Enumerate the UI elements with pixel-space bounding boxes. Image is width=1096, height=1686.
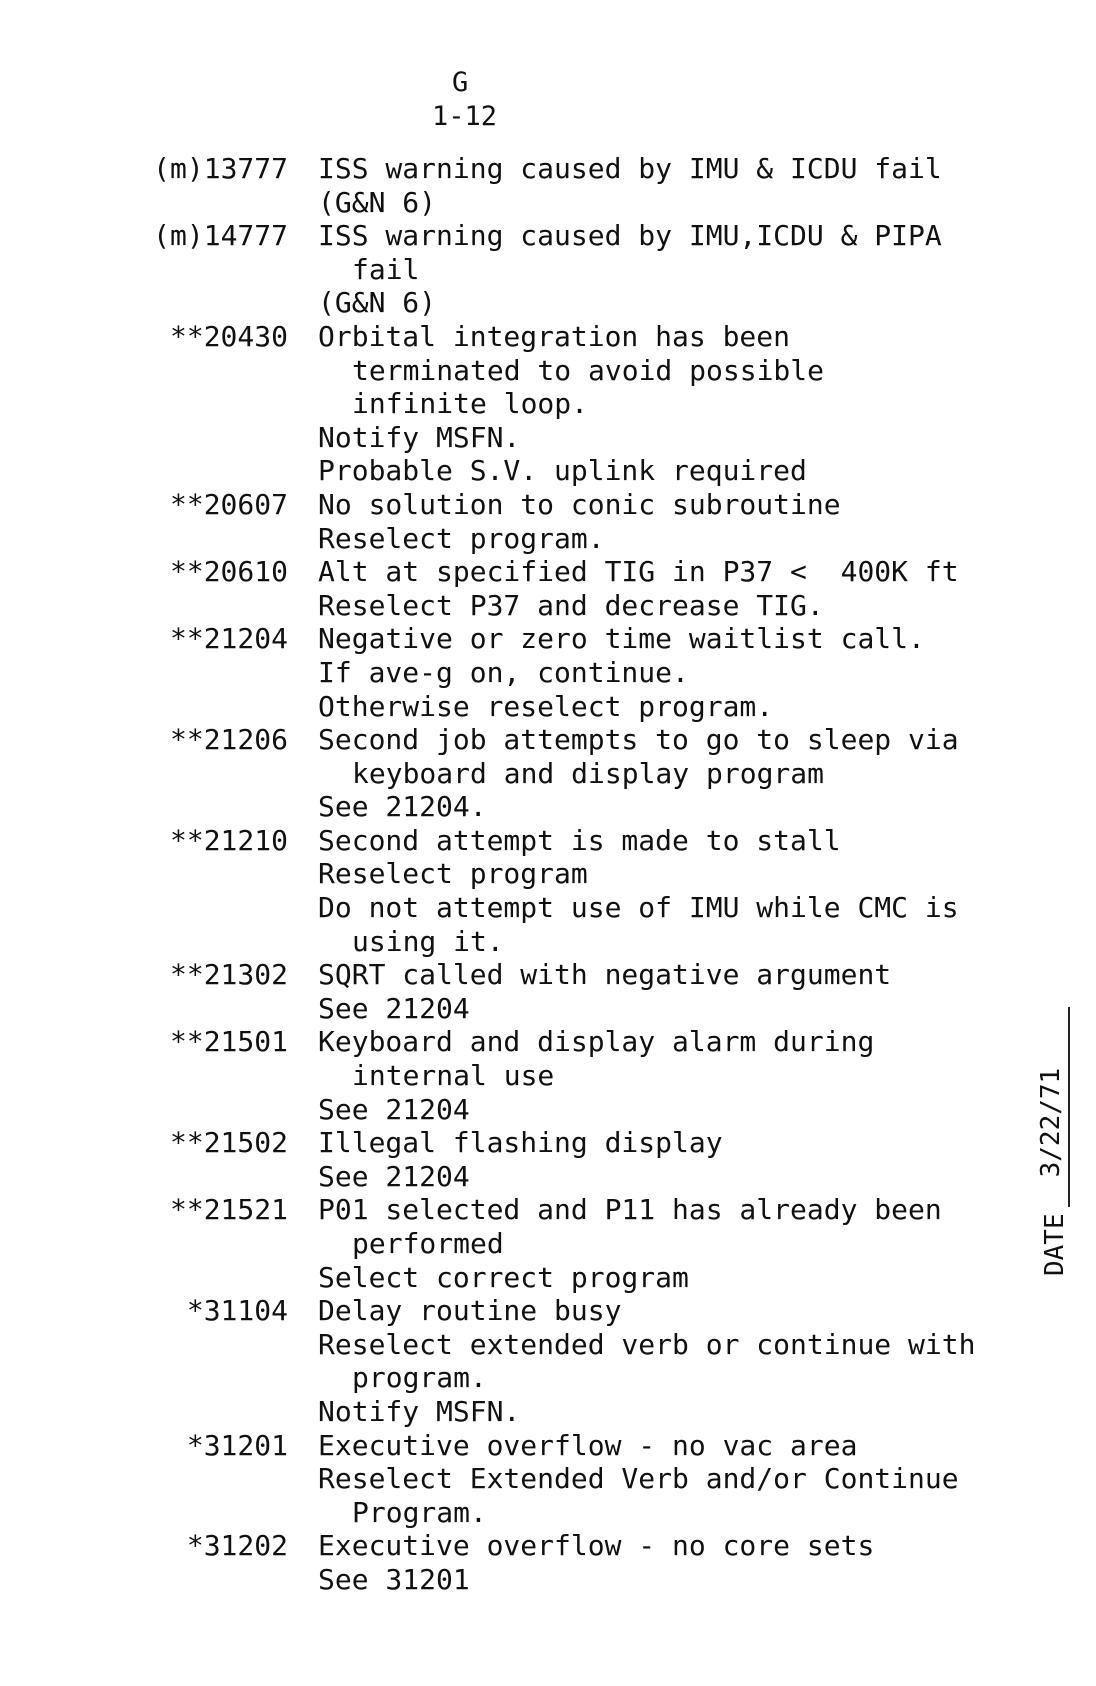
description-line: ISS warning caused by IMU,ICDU & PIPA <box>318 219 942 253</box>
description-line: Negative or zero time waitlist call. <box>318 622 925 656</box>
description-line: terminated to avoid possible <box>352 353 825 387</box>
alarm-description <box>288 1529 1000 1596</box>
alarm-code: **21210 <box>169 823 288 857</box>
description-line: Otherwise reselect program. <box>318 689 774 723</box>
description-line: See 21204. <box>318 790 487 824</box>
alarm-entry <box>0 488 1000 555</box>
description-line: keyboard and display program <box>352 756 825 790</box>
alarm-description <box>288 488 1000 555</box>
alarm-description <box>288 723 1000 824</box>
description-line: infinite loop. <box>352 387 589 421</box>
alarm-code: **20610 <box>169 555 288 589</box>
alarm-code: **20430 <box>169 319 288 353</box>
description-line: Reselect program. <box>318 521 605 555</box>
alarm-code-list <box>0 152 1000 1597</box>
alarm-code: **21502 <box>169 1126 288 1160</box>
description-line: No solution to conic subroutine <box>318 487 841 521</box>
alarm-description <box>288 1025 1000 1126</box>
description-line: Second job attempts to go to sleep via <box>318 723 959 757</box>
description-line: Select correct program <box>318 1260 689 1294</box>
alarm-entry <box>0 1429 1000 1530</box>
alarm-entry <box>0 555 1000 622</box>
alarm-entry <box>0 1126 1000 1193</box>
section-letter: G <box>452 67 469 98</box>
alarm-entry <box>0 958 1000 1025</box>
alarm-entry <box>0 152 1000 219</box>
date-rule <box>1036 1007 1070 1207</box>
description-line: Illegal flashing display <box>318 1126 723 1160</box>
date-label: DATE <box>1040 1213 1070 1276</box>
alarm-description <box>288 320 1000 488</box>
alarm-description <box>288 824 1000 958</box>
description-line: P01 selected and P11 has already been <box>318 1193 942 1227</box>
description-line: ISS warning caused by IMU & ICDU fail <box>318 152 942 185</box>
alarm-code: **21206 <box>169 723 288 757</box>
description-line: Program. <box>352 1495 487 1529</box>
alarm-code: **21302 <box>169 958 288 992</box>
description-line: fail <box>352 252 420 286</box>
alarm-code: **21204 <box>169 622 288 656</box>
description-line: performed <box>352 1227 504 1260</box>
description-line: Do not attempt use of IMU while CMC is <box>318 891 959 925</box>
description-line: See 21204 <box>318 1159 470 1193</box>
description-line: Reselect extended verb or continue with <box>318 1327 976 1361</box>
alarm-description <box>288 219 1000 320</box>
description-line: Notify MSFN. <box>318 420 521 454</box>
date-stamp <box>1036 1007 1070 1276</box>
page-number: 1-12 <box>432 101 498 132</box>
description-line: Second attempt is made to stall <box>318 823 841 857</box>
alarm-entry <box>0 219 1000 320</box>
alarm-code: **20607 <box>169 487 288 521</box>
alarm-code: (m)14777 <box>153 219 288 253</box>
alarm-description <box>288 555 1000 622</box>
alarm-code: (m)13777 <box>153 152 288 185</box>
alarm-description <box>288 1294 1000 1428</box>
description-line: Orbital integration has been <box>318 319 791 353</box>
alarm-description <box>288 958 1000 1025</box>
alarm-description <box>288 622 1000 723</box>
description-line: See 21204 <box>318 991 470 1025</box>
description-line: Delay routine busy <box>318 1294 622 1328</box>
date-value: 3/22/71 <box>1036 1067 1066 1178</box>
description-line: If ave-g on, continue. <box>318 655 689 689</box>
description-line: (G&N 6) <box>318 185 437 219</box>
alarm-entry <box>0 824 1000 958</box>
alarm-code: *31202 <box>186 1529 288 1563</box>
alarm-entry <box>0 1025 1000 1126</box>
alarm-code: **21501 <box>169 1025 288 1059</box>
alarm-code: **21521 <box>169 1193 288 1227</box>
alarm-code: *31201 <box>186 1428 288 1462</box>
description-line: See 31201 <box>318 1562 470 1596</box>
alarm-entry <box>0 1193 1000 1294</box>
description-line: Alt at specified TIG in P37 < 400K ft <box>318 555 959 589</box>
alarm-entry <box>0 1294 1000 1428</box>
description-line: Reselect P37 and decrease TIG. <box>318 588 824 622</box>
alarm-description <box>288 1126 1000 1193</box>
description-line: Keyboard and display alarm during <box>318 1025 875 1059</box>
description-line: Reselect program <box>318 857 588 891</box>
alarm-description <box>288 1429 1000 1530</box>
alarm-entry <box>0 622 1000 723</box>
alarm-entry <box>0 723 1000 824</box>
description-line: internal use <box>352 1059 555 1093</box>
description-line: Executive overflow - no core sets <box>318 1529 875 1563</box>
description-line: Notify MSFN. <box>318 1394 521 1428</box>
description-line: Reselect Extended Verb and/or Continue <box>318 1462 959 1496</box>
alarm-code: *31104 <box>186 1294 288 1328</box>
description-line: (G&N 6) <box>318 286 437 320</box>
description-line: Executive overflow - no vac area <box>318 1428 858 1462</box>
alarm-entry <box>0 1529 1000 1596</box>
description-line: See 21204 <box>318 1092 470 1126</box>
description-line: SQRT called with negative argument <box>318 958 892 992</box>
alarm-description <box>288 1193 1000 1294</box>
alarm-entry <box>0 320 1000 488</box>
description-line: Probable S.V. uplink required <box>318 454 807 488</box>
description-line: program. <box>352 1361 487 1395</box>
alarm-description <box>288 152 1000 219</box>
description-line: using it. <box>352 924 504 958</box>
